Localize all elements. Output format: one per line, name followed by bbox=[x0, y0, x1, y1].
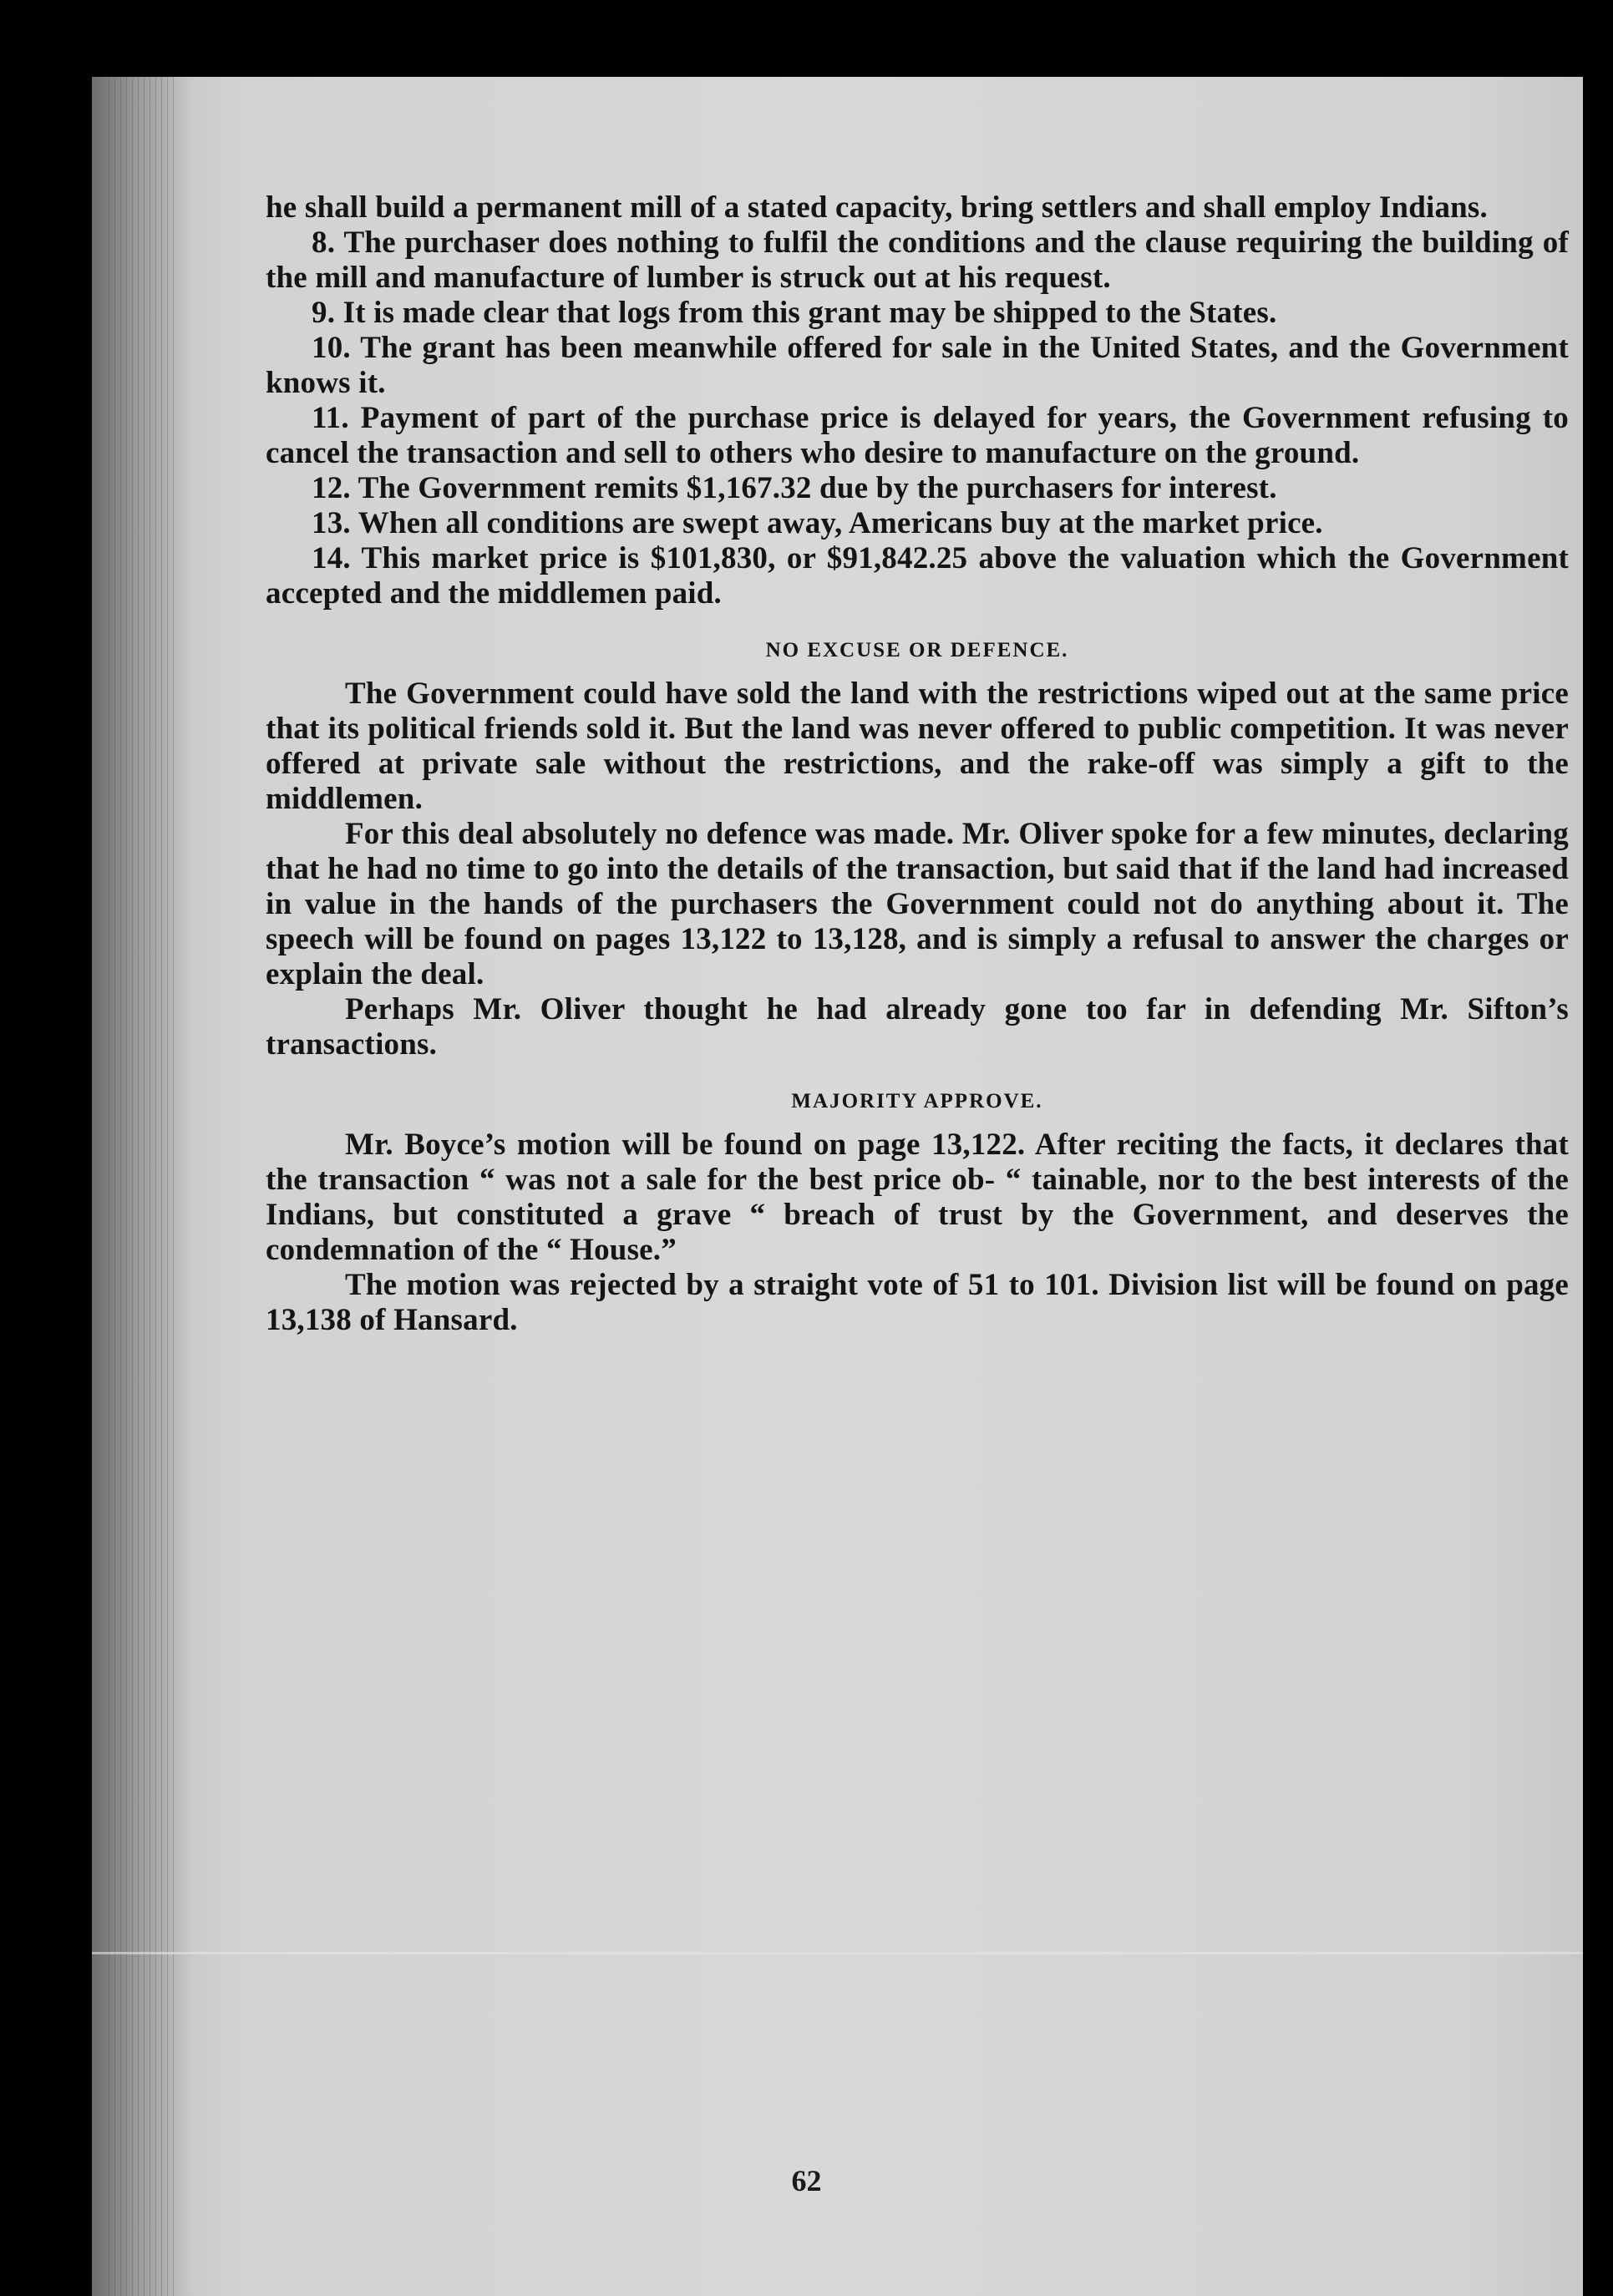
list-item-14: 14. This market price is $101,830, or $91,842.25 above the valuation which the Government accepted and the middlemen paid. bbox=[266, 541, 1569, 611]
paragraph: Mr. Boyce’s motion will be found on page 13,122. After reciting the facts, it declares that the transaction “ was not a sale for the best price ob- “ tainable, nor to the best interests of the Indians, but constituted a grave “ breach of trust by the Government, and deserves the condemnation of the “ House.” bbox=[266, 1128, 1569, 1267]
list-item-11: 11. Payment of part of the purchase price is delayed for years, the Government refusing to cancel the transaction and sell to others who desire to manufacture on the ground. bbox=[266, 401, 1569, 470]
list-item-9: 9. It is made clear that logs from this grant may be shipped to the States. bbox=[312, 296, 1277, 330]
body-text bbox=[266, 190, 1569, 1338]
paragraph: For this deal absolutely no defence was made. Mr. Oliver spoke for a few minutes, declaring that he had no time to go into the details of the transaction, but said that if the land had increased in value in the hands of the purchasers the Government could not do anything about it. The speech will be found on pages 13,122 to 13,128, and is simply a refusal to answer the charges or explain the deal. bbox=[266, 817, 1569, 991]
paragraph: The Government could have sold the land with the restrictions wiped out at the same price that its political friends sold it. But the land was never offered to public competition. It was never offered at private sale without the restrictions, and the rake-off was simply a gift to the middlemen. bbox=[266, 677, 1569, 816]
list-item-12: 12. The Government remits $1,167.32 due by the purchasers for interest. bbox=[312, 471, 1277, 505]
paragraph: The motion was rejected by a straight vote of 51 to 101. Division list will be found on page 13,138 of Hansard. bbox=[266, 1268, 1569, 1337]
section-heading-no-excuse: NO EXCUSE OR DEFENCE. bbox=[765, 639, 1069, 661]
continuation-paragraph: he shall build a permanent mill of a stated capacity, bring settlers and shall employ Indians. bbox=[266, 190, 1488, 225]
list-item-13: 13. When all conditions are swept away, Americans buy at the market price. bbox=[312, 506, 1323, 540]
paragraph: Perhaps Mr. Oliver thought he had already gone too far in defending Mr. Sifton’s transactions. bbox=[266, 992, 1569, 1062]
page-number: 62 bbox=[791, 2164, 822, 2197]
list-item-10: 10. The grant has been meanwhile offered for sale in the United States, and the Government knows it. bbox=[266, 331, 1569, 400]
section-heading-majority-approve: MAJORITY APPROVE. bbox=[791, 1090, 1043, 1113]
page-edge-stack bbox=[109, 77, 175, 2296]
page-crease bbox=[92, 1952, 1583, 1954]
list-item-8: 8. The purchaser does nothing to fulfil the conditions and the clause requiring the building of the mill and manufacture of lumber is struck out at his request. bbox=[266, 226, 1569, 295]
